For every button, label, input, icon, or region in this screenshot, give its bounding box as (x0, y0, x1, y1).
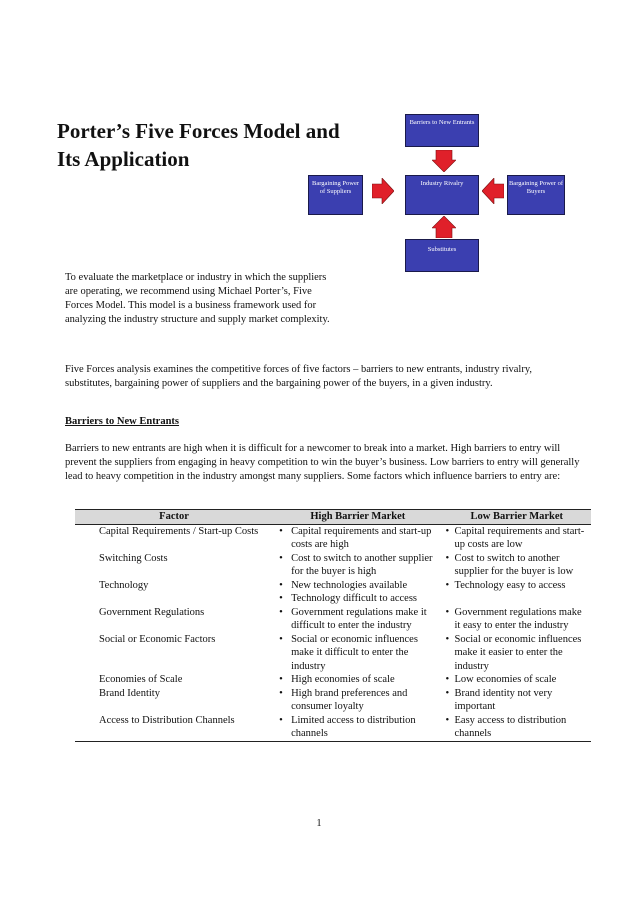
bullet-list (275, 633, 440, 674)
factor-cell: Access to Distribution Channels (75, 714, 273, 742)
table-row (75, 524, 591, 552)
bullet-list (445, 673, 589, 687)
bullet-list (445, 714, 589, 741)
bullet-item: • New technologies available (275, 579, 440, 593)
bullet-list (275, 579, 440, 606)
bullet-item: • Government regulations make it difficult to enter the industry (275, 606, 440, 633)
factor-cell: Economies of Scale (99, 674, 183, 685)
bullet-item: • Government regulations make it easy to enter the industry (445, 606, 589, 633)
low-barrier-cell (443, 633, 591, 674)
high-barrier-cell (273, 687, 442, 714)
high-barrier-cell (273, 579, 442, 606)
bullet-list (445, 606, 589, 633)
bullet-item: • Brand identity not very important (445, 687, 589, 714)
low-barrier-cell (443, 714, 591, 742)
table-row (75, 579, 591, 606)
bullet-item: • Limited access to distribution channels (275, 714, 440, 741)
bullet-item: • Cost to switch to another supplier for the buyer is low (445, 552, 589, 579)
low-barrier-cell (443, 579, 591, 606)
arrow-up-icon (432, 216, 456, 238)
high-barrier-cell (273, 606, 442, 633)
bullet-list (275, 606, 440, 633)
table-row (75, 714, 591, 742)
factor-cell: Government Regulations (99, 606, 205, 618)
bullet-item: • Easy access to distribution channels (445, 714, 589, 741)
bullet-item: • Capital requirements and start-up costs are low (445, 525, 589, 552)
high-barrier-cell (273, 673, 442, 687)
page-number: 1 (316, 818, 322, 829)
bullet-list (275, 525, 440, 552)
bullet-item: • High economies of scale (275, 673, 440, 687)
factor-cell: Switching Costs (99, 552, 168, 564)
bullet-list (445, 525, 589, 552)
bullet-item: • Cost to switch to another supplier for the buyer is high (275, 552, 440, 579)
box-bargaining-power-buyers: Bargaining Power of Buyers (507, 175, 565, 215)
factor-cell: Brand Identity (99, 687, 160, 699)
bullet-list (445, 552, 589, 579)
low-barrier-cell (443, 524, 591, 552)
arrow-down-icon (432, 150, 456, 172)
high-barrier-cell (273, 714, 442, 742)
table-row (75, 673, 591, 687)
table-row (75, 687, 591, 714)
box-barriers-to-new-entrants: Barriers to New Entrants (405, 114, 479, 147)
box-substitutes: Substitutes (405, 239, 479, 272)
bullet-item: • Low economies of scale (445, 673, 589, 687)
high-barrier-cell (273, 633, 442, 674)
factor-cell: Technology (99, 579, 149, 591)
box-bargaining-power-suppliers: Bargaining Power of Suppliers (308, 175, 363, 215)
bullet-item: • High brand preferences and consumer loyalty (275, 687, 440, 714)
bullet-list (275, 673, 440, 687)
bullet-list (275, 552, 440, 579)
arrow-right-icon (372, 178, 394, 204)
table-row (75, 633, 591, 674)
table-row (75, 606, 591, 633)
bullet-item: • Technology difficult to access (275, 592, 440, 606)
section-heading: Barriers to New Entrants (65, 416, 180, 427)
bullet-list (275, 714, 440, 741)
low-barrier-cell (443, 673, 591, 687)
barriers-paragraph: Barriers to new entrants are high when it is difficult for a newcomer to break into a market. High barriers to entry will prevent the suppliers from engaging in heavy competition to win the buyer’s business. Low barriers to entry will generally lead to heavy competition in the industry amongst many suppliers. Some factors which influence barriers to entry are: (65, 443, 580, 482)
factor-cell: Capital Requirements / Start-up Costs (99, 525, 259, 537)
low-barrier-cell (443, 606, 591, 633)
arrow-left-icon (482, 178, 504, 204)
bullet-item: • Social or economic influences make it easier to enter the industry (445, 633, 589, 674)
bullet-item: • Technology easy to access (445, 579, 589, 593)
table-row (75, 552, 591, 579)
header-high-barrier: High Barrier Market (273, 510, 442, 525)
intro-paragraph: To evaluate the marketplace or industry in which the suppliers are operating, we recommend using Michael Porter’s, Five Forces Model. This model is a business framework used for analyzing the industry structure and supply market complexity. (65, 272, 330, 325)
header-low-barrier: Low Barrier Market (443, 510, 591, 525)
page-title: Porter’s Five Forces Model and Its Application (57, 119, 340, 171)
high-barrier-cell (273, 524, 442, 552)
bullet-list (445, 687, 589, 714)
bullet-item: • Social or economic influences make it difficult to enter the industry (275, 633, 440, 674)
low-barrier-cell (443, 687, 591, 714)
box-industry-rivalry: Industry Rivalry (405, 175, 479, 215)
five-forces-paragraph: Five Forces analysis examines the competitive forces of five factors – barriers to new entrants, industry rivalry, substitutes, bargaining power of suppliers and the bargaining power of the buyers, in a given industry. (65, 364, 533, 389)
table-header-row (75, 510, 591, 525)
header-factor: Factor (75, 510, 273, 525)
bullet-list (275, 687, 440, 714)
bullet-list (445, 633, 589, 674)
low-barrier-cell (443, 552, 591, 579)
bullet-list (445, 579, 589, 593)
factor-cell: Social or Economic Factors (99, 633, 216, 645)
bullet-item: • Capital requirements and start-up costs are high (275, 525, 440, 552)
high-barrier-cell (273, 552, 442, 579)
barriers-table (75, 509, 591, 742)
